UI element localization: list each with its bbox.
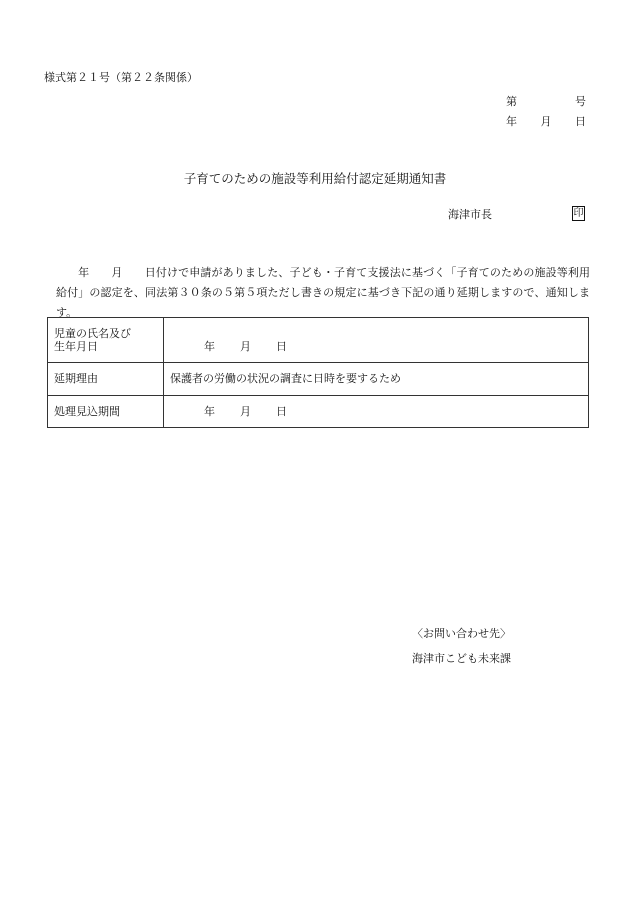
contact-label: 〈お問い合わせ先〉 <box>412 627 511 640</box>
processing-period-value <box>164 396 589 428</box>
table-row <box>48 363 589 396</box>
period-day: 日 <box>276 404 287 418</box>
delay-reason-label: 延期理由 <box>48 363 164 396</box>
issuer-name: 海津市長 <box>448 208 492 221</box>
body-month: 月 <box>111 266 123 279</box>
info-table <box>47 317 589 428</box>
document-title: 子育てのための施設等利用給付認定延期通知書 <box>183 171 447 186</box>
document-number <box>506 95 586 108</box>
body-year: 年 <box>78 266 90 279</box>
birth-day: 日 <box>276 340 287 354</box>
seal-mark: 印 <box>572 206 585 221</box>
child-name-label: 児童の氏名及び 生年月日 <box>48 318 164 363</box>
processing-period-label: 処理見込期間 <box>48 396 164 428</box>
document-date-day: 日 <box>575 115 586 128</box>
document-number-prefix: 第 <box>506 95 517 108</box>
document-date-year: 年 <box>506 115 517 128</box>
period-year: 年 <box>204 404 215 418</box>
birth-month: 月 <box>240 340 251 354</box>
contact-department: 海津市こども未来課 <box>412 652 511 665</box>
delay-reason-value: 保護者の労働の状況の調査に日時を要するため <box>164 363 589 396</box>
notice-body <box>56 263 590 323</box>
document-number-suffix: 号 <box>575 95 586 108</box>
table-row <box>48 396 589 428</box>
table-row <box>48 318 589 363</box>
period-month: 月 <box>240 404 251 418</box>
document-date-month: 月 <box>540 115 552 128</box>
birth-year: 年 <box>204 340 215 354</box>
form-number: 様式第２１号（第２２条関係） <box>44 71 198 84</box>
document-date <box>506 115 586 128</box>
child-name-value <box>164 318 589 363</box>
body-text: 日付けで申請がありました、子ども・子育て支援法に基づく「子育てのための施設等利用給付」の認定を、同法第３０条の５第５項ただし書きの規定に基づき下記の通り延期しますので、通知します。 <box>56 266 591 319</box>
